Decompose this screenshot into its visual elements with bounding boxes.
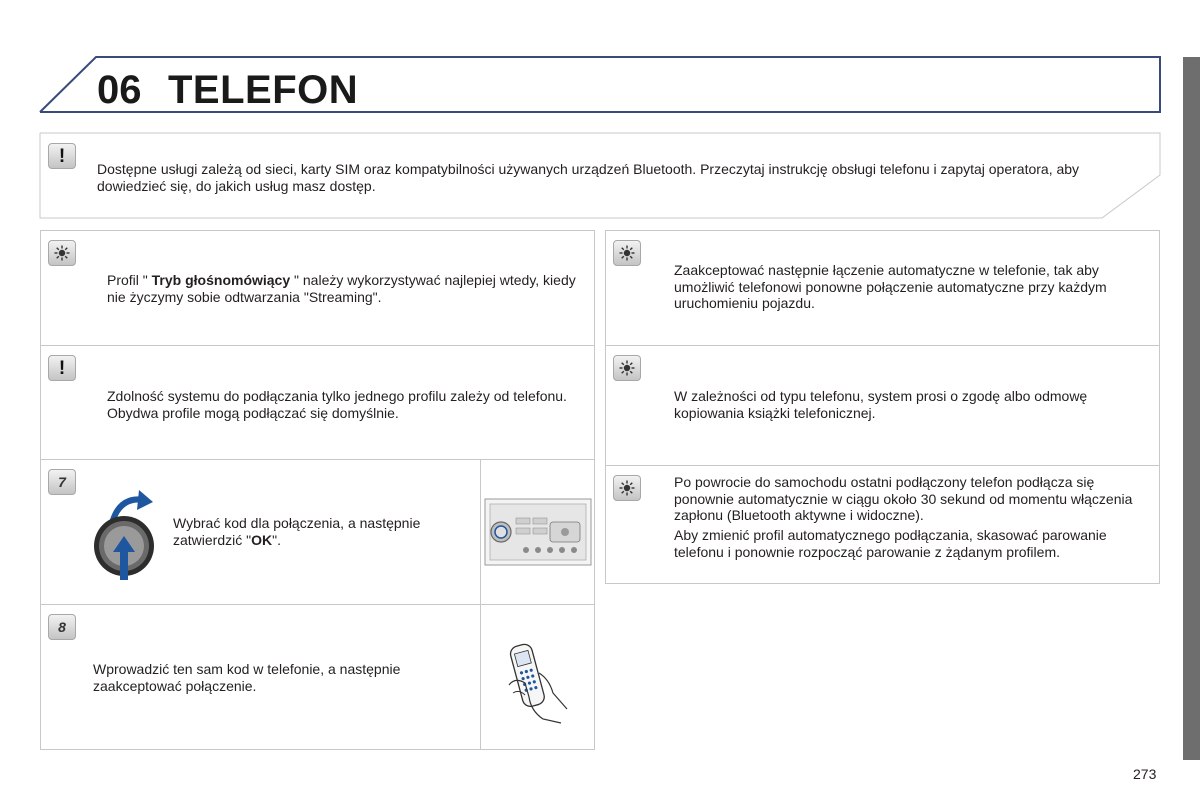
tip-hands-free-text: Profil " Tryb głośnomówiący " należy wykorzystywać najlepiej wtedy, kiedy nie życzymy sobie odtwarzania "Streaming". [107, 272, 576, 305]
tip-return-text-2: Aby zmienić profil automatycznego podłączania, skasować parowanie telefonu i ponownie rozpocząć parowanie z żądanym profilem. [674, 527, 1107, 560]
step-8-box [40, 604, 595, 750]
sun-icon [613, 355, 641, 381]
step-7-box [40, 459, 595, 605]
warning-profiles-box [40, 345, 595, 460]
tip-phonebook-box [605, 345, 1160, 466]
warning-icon: ! [48, 143, 76, 169]
page-number: 273 [1133, 766, 1157, 782]
sun-icon [613, 475, 641, 501]
sun-icon [613, 240, 641, 266]
top-warning-text: Dostępne usługi zależą od sieci, karty SIM oraz kompatybilności używanych urządzeń Bluetooth. Przeczytaj instrukcję obsługi telefonu i zapytaj operatora, aby dowiedzieć się, do jakich usług masz dostęp. [97, 161, 1080, 194]
tip-return-text-1: Po powrocie do samochodu ostatni podłączony telefon podłącza się ponownie automatycznie w ciągu około 30 sekund od momentu włączenia zapłonu (Bluetooth aktywne i widoczne). [674, 474, 1133, 523]
sun-icon [48, 240, 76, 266]
tip-phonebook-text: W zależności od typu telefonu, system prosi o zgodę albo odmowę kopiowania książki telefonicznej. [674, 388, 1088, 421]
mobile-phone-hand-icon [503, 637, 578, 727]
rotary-knob-icon [91, 488, 161, 583]
warning-profiles-text: Zdolność systemu do podłączania tylko jednego profilu zależy od telefonu. Obydwa profile mogą podłączać się domyślnie. [107, 388, 567, 421]
step-8-divider [480, 605, 481, 749]
top-warning-frame [0, 0, 1200, 230]
chapter-title: TELEFON [168, 68, 359, 112]
tip-return-box [605, 465, 1160, 584]
step-8-text: Wprowadzić ten sam kod w telefonie, a następnie zaakceptować połączenie. [93, 661, 401, 694]
tip-auto-connect-box [605, 230, 1160, 346]
chapter-number: 06 [97, 68, 142, 112]
tip-hands-free-box [40, 230, 595, 346]
radio-panel-icon [484, 498, 592, 566]
exclamation-icon: ! [48, 355, 76, 381]
step-7-badge: 7 [48, 469, 76, 495]
step-7-text: Wybrać kod dla połączenia, a następnie zatwierdzić "OK". [173, 515, 421, 548]
step-8-badge: 8 [48, 614, 76, 640]
step-7-divider [480, 460, 481, 604]
tip-auto-connect-text: Zaakceptować następnie łączenie automatyczne w telefonie, tak aby umożliwić telefonowi ponowne połączenie automatyczne przy każdym uruchomieniu pojazdu. [674, 262, 1107, 311]
